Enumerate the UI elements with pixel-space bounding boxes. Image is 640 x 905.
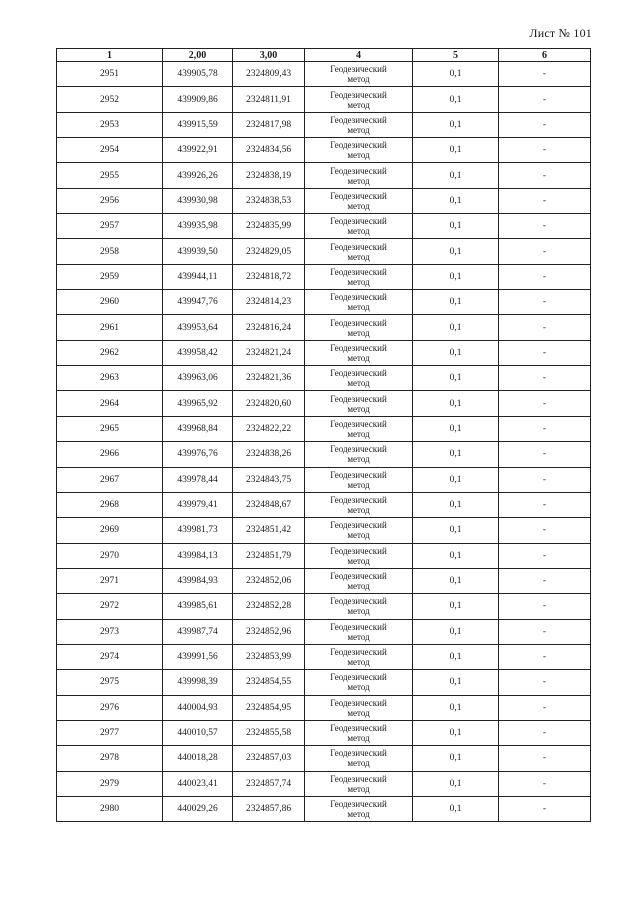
coord-x-cell: 440029,26: [163, 796, 233, 821]
method-cell: [305, 594, 413, 619]
column-header-y: 3,00: [233, 49, 305, 62]
point-number-cell: 2978: [57, 746, 163, 771]
method-cell: [305, 467, 413, 492]
point-number-cell: 2967: [57, 467, 163, 492]
method-line-1: Геодезический: [330, 292, 387, 303]
point-number-cell: 2969: [57, 518, 163, 543]
notes-cell: -: [499, 138, 591, 163]
coord-y-cell: 2324835,99: [233, 214, 305, 239]
accuracy-cell: 0,1: [413, 87, 499, 112]
coord-x-cell: 439915,59: [163, 112, 233, 137]
accuracy-cell: 0,1: [413, 112, 499, 137]
method-cell: [305, 315, 413, 340]
notes-cell: -: [499, 492, 591, 517]
column-header-accuracy: 5: [413, 49, 499, 62]
method-line-1: Геодезический: [330, 140, 387, 151]
coord-x-cell: 439944,11: [163, 264, 233, 289]
method-line-2: метод: [347, 682, 370, 693]
method-line-2: метод: [347, 783, 370, 794]
method-line-1: Геодезический: [330, 418, 387, 429]
accuracy-cell: 0,1: [413, 746, 499, 771]
method-line-1: Геодезический: [330, 368, 387, 379]
coord-y-cell: 2324816,24: [233, 315, 305, 340]
coord-y-cell: 2324852,28: [233, 594, 305, 619]
coord-y-cell: 2324809,43: [233, 62, 305, 87]
table-row: [57, 163, 591, 188]
coord-x-cell: 439909,86: [163, 87, 233, 112]
accuracy-cell: 0,1: [413, 695, 499, 720]
table-row: [57, 62, 591, 87]
column-header-method: 4: [305, 49, 413, 62]
table-row: [57, 87, 591, 112]
method-cell: [305, 391, 413, 416]
method-line-1: Геодезический: [330, 571, 387, 582]
coord-y-cell: 2324838,26: [233, 442, 305, 467]
accuracy-cell: 0,1: [413, 315, 499, 340]
notes-cell: -: [499, 188, 591, 213]
table-row: [57, 188, 591, 213]
accuracy-cell: 0,1: [413, 492, 499, 517]
coord-y-cell: 2324838,53: [233, 188, 305, 213]
table-row: [57, 416, 591, 441]
coord-x-cell: 439968,84: [163, 416, 233, 441]
coord-y-cell: 2324829,05: [233, 239, 305, 264]
coordinates-table: [56, 48, 591, 822]
method-line-2: метод: [347, 809, 370, 820]
coord-y-cell: 2324834,56: [233, 138, 305, 163]
notes-cell: -: [499, 720, 591, 745]
coord-x-cell: 439979,41: [163, 492, 233, 517]
method-line-1: Геодезический: [330, 342, 387, 353]
coord-y-cell: 2324852,96: [233, 619, 305, 644]
method-line-2: метод: [347, 454, 370, 465]
method-cell: [305, 264, 413, 289]
accuracy-cell: 0,1: [413, 568, 499, 593]
coord-x-cell: 439998,39: [163, 670, 233, 695]
coord-x-cell: 439947,76: [163, 290, 233, 315]
point-number-cell: 2970: [57, 543, 163, 568]
method-line-1: Геодезический: [330, 545, 387, 556]
notes-cell: -: [499, 62, 591, 87]
accuracy-cell: 0,1: [413, 644, 499, 669]
coord-x-cell: 439935,98: [163, 214, 233, 239]
coord-y-cell: 2324822,22: [233, 416, 305, 441]
table-row: [57, 771, 591, 796]
method-line-2: метод: [347, 175, 370, 186]
point-number-cell: 2974: [57, 644, 163, 669]
method-line-2: метод: [347, 631, 370, 642]
coord-y-cell: 2324851,79: [233, 543, 305, 568]
method-line-1: Геодезический: [330, 241, 387, 252]
table-row: [57, 290, 591, 315]
table-row: [57, 315, 591, 340]
method-line-2: метод: [347, 200, 370, 211]
coord-x-cell: 439926,26: [163, 163, 233, 188]
table-header: [57, 49, 591, 62]
notes-cell: -: [499, 644, 591, 669]
table-row: [57, 518, 591, 543]
method-cell: [305, 290, 413, 315]
accuracy-cell: 0,1: [413, 264, 499, 289]
accuracy-cell: 0,1: [413, 467, 499, 492]
method-line-2: метод: [347, 707, 370, 718]
point-number-cell: 2980: [57, 796, 163, 821]
method-line-2: метод: [347, 378, 370, 389]
coord-x-cell: 439985,61: [163, 594, 233, 619]
table-row: [57, 796, 591, 821]
method-line-1: Геодезический: [330, 469, 387, 480]
coord-y-cell: 2324852,06: [233, 568, 305, 593]
notes-cell: -: [499, 112, 591, 137]
method-line-2: метод: [347, 302, 370, 313]
method-line-2: метод: [347, 733, 370, 744]
notes-cell: -: [499, 568, 591, 593]
method-cell: [305, 163, 413, 188]
coord-x-cell: 439984,13: [163, 543, 233, 568]
coord-y-cell: 2324818,72: [233, 264, 305, 289]
sheet-number: Лист № 101: [529, 26, 592, 40]
method-line-1: Геодезический: [330, 444, 387, 455]
notes-cell: -: [499, 239, 591, 264]
table-row: [57, 720, 591, 745]
accuracy-cell: 0,1: [413, 619, 499, 644]
method-cell: [305, 720, 413, 745]
accuracy-cell: 0,1: [413, 340, 499, 365]
table-row: [57, 594, 591, 619]
accuracy-cell: 0,1: [413, 366, 499, 391]
method-cell: [305, 568, 413, 593]
notes-cell: -: [499, 467, 591, 492]
coord-x-cell: 439930,98: [163, 188, 233, 213]
notes-cell: -: [499, 543, 591, 568]
method-line-1: Геодезический: [330, 114, 387, 125]
method-line-1: Геодезический: [330, 596, 387, 607]
point-number-cell: 2959: [57, 264, 163, 289]
method-line-2: метод: [347, 74, 370, 85]
accuracy-cell: 0,1: [413, 543, 499, 568]
method-cell: [305, 771, 413, 796]
method-cell: [305, 695, 413, 720]
point-number-cell: 2952: [57, 87, 163, 112]
point-number-cell: 2957: [57, 214, 163, 239]
coord-y-cell: 2324838,19: [233, 163, 305, 188]
table-row: [57, 442, 591, 467]
notes-cell: -: [499, 796, 591, 821]
accuracy-cell: 0,1: [413, 163, 499, 188]
method-cell: [305, 619, 413, 644]
method-line-2: метод: [347, 124, 370, 135]
method-line-2: метод: [347, 251, 370, 262]
method-cell: [305, 366, 413, 391]
coord-x-cell: 439976,76: [163, 442, 233, 467]
notes-cell: -: [499, 163, 591, 188]
method-cell: [305, 746, 413, 771]
method-cell: [305, 492, 413, 517]
method-cell: [305, 442, 413, 467]
accuracy-cell: 0,1: [413, 239, 499, 264]
notes-cell: -: [499, 87, 591, 112]
table-row: [57, 264, 591, 289]
point-number-cell: 2968: [57, 492, 163, 517]
method-line-1: Геодезический: [330, 393, 387, 404]
table-row: [57, 340, 591, 365]
method-cell: [305, 670, 413, 695]
method-line-1: Геодезический: [330, 64, 387, 75]
point-number-cell: 2954: [57, 138, 163, 163]
coord-x-cell: 440023,41: [163, 771, 233, 796]
table-body: [57, 62, 591, 822]
method-line-2: метод: [347, 352, 370, 363]
coord-y-cell: 2324851,42: [233, 518, 305, 543]
point-number-cell: 2951: [57, 62, 163, 87]
point-number-cell: 2953: [57, 112, 163, 137]
notes-cell: -: [499, 771, 591, 796]
point-number-cell: 2963: [57, 366, 163, 391]
point-number-cell: 2977: [57, 720, 163, 745]
accuracy-cell: 0,1: [413, 188, 499, 213]
table-row: [57, 644, 591, 669]
coord-x-cell: 439922,91: [163, 138, 233, 163]
coord-x-cell: 439958,42: [163, 340, 233, 365]
method-cell: [305, 188, 413, 213]
coord-y-cell: 2324843,75: [233, 467, 305, 492]
accuracy-cell: 0,1: [413, 442, 499, 467]
method-cell: [305, 543, 413, 568]
coord-y-cell: 2324811,91: [233, 87, 305, 112]
method-cell: [305, 112, 413, 137]
point-number-cell: 2979: [57, 771, 163, 796]
coord-x-cell: 439981,73: [163, 518, 233, 543]
method-line-2: метод: [347, 150, 370, 161]
notes-cell: -: [499, 290, 591, 315]
method-cell: [305, 87, 413, 112]
method-line-2: метод: [347, 758, 370, 769]
notes-cell: -: [499, 340, 591, 365]
method-line-2: метод: [347, 276, 370, 287]
accuracy-cell: 0,1: [413, 138, 499, 163]
notes-cell: -: [499, 670, 591, 695]
column-header-x: 2,00: [163, 49, 233, 62]
coord-x-cell: 439984,93: [163, 568, 233, 593]
accuracy-cell: 0,1: [413, 670, 499, 695]
accuracy-cell: 0,1: [413, 796, 499, 821]
column-header-point: 1: [57, 49, 163, 62]
point-number-cell: 2962: [57, 340, 163, 365]
method-line-2: метод: [347, 657, 370, 668]
table-row: [57, 214, 591, 239]
point-number-cell: 2961: [57, 315, 163, 340]
method-line-1: Геодезический: [330, 216, 387, 227]
accuracy-cell: 0,1: [413, 771, 499, 796]
coord-x-cell: 439991,56: [163, 644, 233, 669]
table-row: [57, 746, 591, 771]
notes-cell: -: [499, 214, 591, 239]
coord-x-cell: 439987,74: [163, 619, 233, 644]
method-line-1: Геодезический: [330, 190, 387, 201]
coord-y-cell: 2324821,24: [233, 340, 305, 365]
method-cell: [305, 214, 413, 239]
point-number-cell: 2975: [57, 670, 163, 695]
table-row: [57, 112, 591, 137]
method-line-1: Геодезический: [330, 165, 387, 176]
point-number-cell: 2955: [57, 163, 163, 188]
table-row: [57, 138, 591, 163]
coord-y-cell: 2324857,74: [233, 771, 305, 796]
method-line-1: Геодезический: [330, 621, 387, 632]
table-row: [57, 239, 591, 264]
table-row: [57, 391, 591, 416]
table-row: [57, 568, 591, 593]
notes-cell: -: [499, 416, 591, 441]
coord-x-cell: 439905,78: [163, 62, 233, 87]
method-cell: [305, 796, 413, 821]
table-row: [57, 670, 591, 695]
method-line-2: метод: [347, 403, 370, 414]
method-cell: [305, 62, 413, 87]
coord-y-cell: 2324854,95: [233, 695, 305, 720]
method-cell: [305, 518, 413, 543]
method-line-1: Геодезический: [330, 697, 387, 708]
method-cell: [305, 340, 413, 365]
coord-y-cell: 2324848,67: [233, 492, 305, 517]
method-line-1: Геодезический: [330, 495, 387, 506]
point-number-cell: 2964: [57, 391, 163, 416]
coord-y-cell: 2324817,98: [233, 112, 305, 137]
coord-x-cell: 439963,06: [163, 366, 233, 391]
method-line-2: метод: [347, 555, 370, 566]
table-row: [57, 492, 591, 517]
point-number-cell: 2965: [57, 416, 163, 441]
notes-cell: -: [499, 366, 591, 391]
point-number-cell: 2956: [57, 188, 163, 213]
method-cell: [305, 239, 413, 264]
accuracy-cell: 0,1: [413, 391, 499, 416]
coord-x-cell: 440010,57: [163, 720, 233, 745]
method-line-2: метод: [347, 505, 370, 516]
point-number-cell: 2972: [57, 594, 163, 619]
method-line-1: Геодезический: [330, 89, 387, 100]
accuracy-cell: 0,1: [413, 416, 499, 441]
coord-x-cell: 439939,50: [163, 239, 233, 264]
coord-y-cell: 2324855,58: [233, 720, 305, 745]
accuracy-cell: 0,1: [413, 214, 499, 239]
accuracy-cell: 0,1: [413, 518, 499, 543]
method-line-1: Геодезический: [330, 723, 387, 734]
method-line-1: Геодезический: [330, 799, 387, 810]
coord-y-cell: 2324853,99: [233, 644, 305, 669]
table-row: [57, 695, 591, 720]
method-line-2: метод: [347, 479, 370, 490]
notes-cell: -: [499, 619, 591, 644]
coord-y-cell: 2324854,55: [233, 670, 305, 695]
table-row: [57, 619, 591, 644]
table-row: [57, 543, 591, 568]
notes-cell: -: [499, 315, 591, 340]
notes-cell: -: [499, 442, 591, 467]
coord-y-cell: 2324820,60: [233, 391, 305, 416]
table-row: [57, 366, 591, 391]
method-line-1: Геодезический: [330, 520, 387, 531]
point-number-cell: 2966: [57, 442, 163, 467]
point-number-cell: 2973: [57, 619, 163, 644]
method-line-1: Геодезический: [330, 748, 387, 759]
method-cell: [305, 416, 413, 441]
coord-y-cell: 2324857,03: [233, 746, 305, 771]
method-line-1: Геодезический: [330, 647, 387, 658]
notes-cell: -: [499, 518, 591, 543]
notes-cell: -: [499, 391, 591, 416]
method-cell: [305, 138, 413, 163]
method-line-2: метод: [347, 606, 370, 617]
accuracy-cell: 0,1: [413, 62, 499, 87]
method-line-1: Геодезический: [330, 773, 387, 784]
notes-cell: -: [499, 594, 591, 619]
method-line-2: метод: [347, 226, 370, 237]
coord-y-cell: 2324857,86: [233, 796, 305, 821]
coord-x-cell: 439965,92: [163, 391, 233, 416]
coord-y-cell: 2324821,36: [233, 366, 305, 391]
accuracy-cell: 0,1: [413, 290, 499, 315]
method-line-1: Геодезический: [330, 317, 387, 328]
point-number-cell: 2960: [57, 290, 163, 315]
coord-y-cell: 2324814,23: [233, 290, 305, 315]
coord-x-cell: 440018,28: [163, 746, 233, 771]
point-number-cell: 2958: [57, 239, 163, 264]
column-header-notes: 6: [499, 49, 591, 62]
method-line-1: Геодезический: [330, 266, 387, 277]
point-number-cell: 2976: [57, 695, 163, 720]
notes-cell: -: [499, 695, 591, 720]
coord-x-cell: 439978,44: [163, 467, 233, 492]
accuracy-cell: 0,1: [413, 720, 499, 745]
coord-x-cell: 440004,93: [163, 695, 233, 720]
method-cell: [305, 644, 413, 669]
method-line-1: Геодезический: [330, 672, 387, 683]
method-line-2: метод: [347, 428, 370, 439]
table-row: [57, 467, 591, 492]
point-number-cell: 2971: [57, 568, 163, 593]
method-line-2: метод: [347, 327, 370, 338]
method-line-2: метод: [347, 530, 370, 541]
coord-x-cell: 439953,64: [163, 315, 233, 340]
notes-cell: -: [499, 746, 591, 771]
accuracy-cell: 0,1: [413, 594, 499, 619]
notes-cell: -: [499, 264, 591, 289]
method-line-2: метод: [347, 99, 370, 110]
method-line-2: метод: [347, 581, 370, 592]
